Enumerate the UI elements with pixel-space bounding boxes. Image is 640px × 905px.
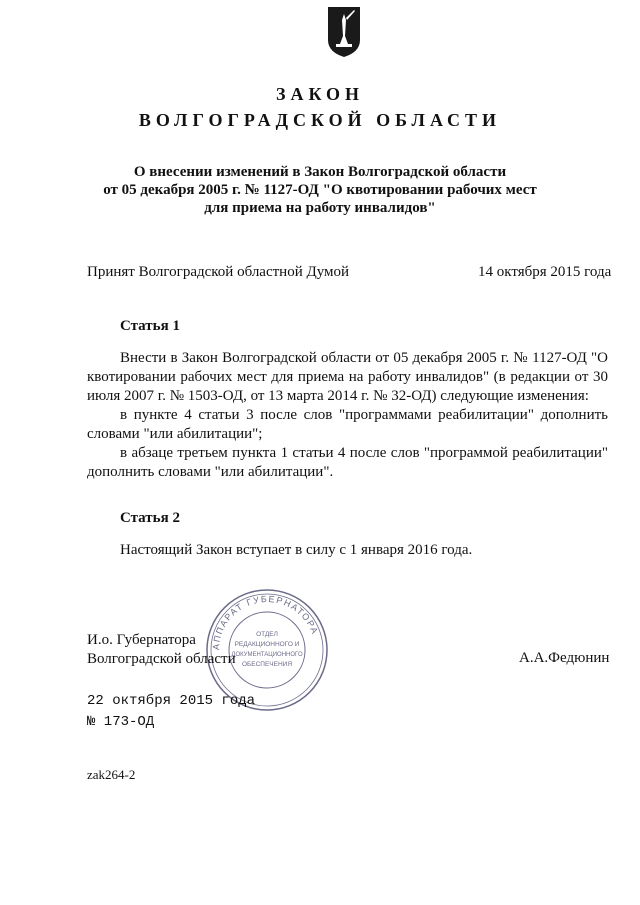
- article-1-paragraph-3: в абзаце третьем пункта 1 статьи 4 после слов "программой реабилитации" дополнить словами "или абилитации".: [87, 445, 608, 480]
- stamp-inner-line-1: ОТДЕЛ: [256, 631, 278, 638]
- signer-name: А.А.Федюнин: [519, 650, 610, 666]
- registration-date: 22 октября 2015 года: [87, 693, 256, 709]
- stamp-inner-line-2: РЕДАКЦИОННОГО И: [234, 641, 300, 648]
- file-code: zak264-2: [87, 767, 136, 782]
- article-1-paragraph-1: Внести в Закон Волгоградской области от 05 декабря 2005 г. № 1127-ОД "О квотировании рабочих мест для приема на работу инвалидов" (в редакции от 30 июля 2007 г. № 1503-ОД, от 13 марта 2014 г. № 32-ОД) следующие изменения:: [87, 350, 608, 404]
- signer-title-line-2: Волгоградской области: [87, 651, 236, 667]
- adopted-date: 14 октября 2015 года: [478, 264, 612, 280]
- registration-number: № 173-ОД: [87, 714, 155, 730]
- adopted-by: Принят Волгоградской областной Думой: [87, 264, 350, 280]
- signer-title: [87, 631, 236, 669]
- law-subject-line-2: от 05 декабря 2005 г. № 1127-ОД "О квотировании рабочих мест: [103, 182, 537, 198]
- volgograd-coat-of-arms-icon: [327, 6, 361, 58]
- stamp-outer-text: АППАРАТ ГУБЕРНАТОРА: [210, 593, 321, 651]
- law-region: ВОЛГОГРАДСКОЙ ОБЛАСТИ: [138, 110, 502, 130]
- article-1-body: [87, 349, 608, 482]
- law-subject-line-3: для приема на работу инвалидов": [204, 200, 436, 216]
- article-2-paragraph-1: Настоящий Закон вступает в силу с 1 января 2016 года.: [120, 542, 473, 558]
- law-subject-line-1: О внесении изменений в Закон Волгоградской области: [133, 164, 507, 180]
- law-title: ЗАКОН: [275, 84, 365, 104]
- stamp-inner-line-4: ОБЕСПЕЧЕНИЯ: [241, 661, 293, 668]
- article-2-heading: Статья 2: [120, 510, 180, 526]
- article-1-heading: Статья 1: [120, 318, 180, 334]
- signer-title-line-1: И.о. Губернатора: [87, 632, 196, 648]
- stamp-inner-line-3: ДОКУМЕНТАЦИОННОГО: [231, 652, 303, 658]
- article-1-paragraph-2: в пункте 4 статьи 3 после слов "программами реабилитации" дополнить словами "или абилитации";: [87, 407, 608, 442]
